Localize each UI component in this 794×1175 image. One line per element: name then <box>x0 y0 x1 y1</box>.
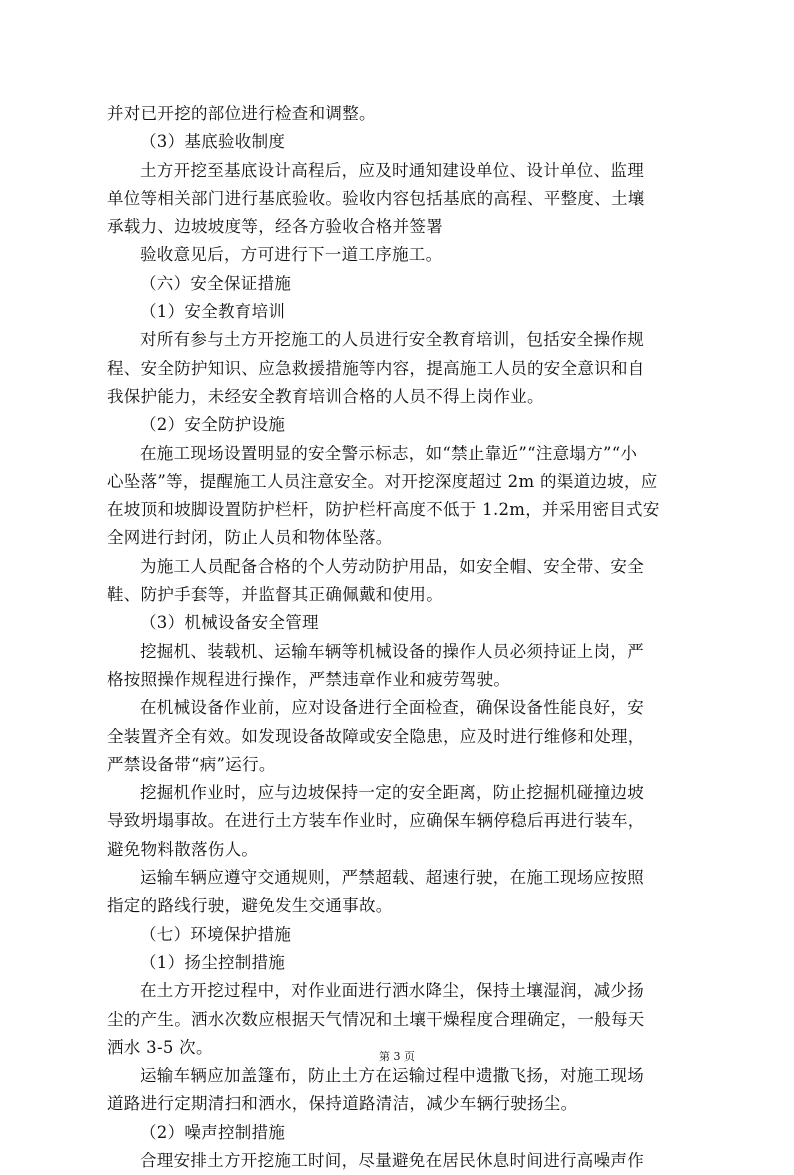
document-body <box>107 100 707 1175</box>
text-line: 挖掘机、装载机、运输车辆等机械设备的操作人员必须持证上岗，严 <box>140 641 644 661</box>
text-line: 心坠落”等，提醒施工人员注意安全。对开挖深度超过 2m 的渠道边坡，应 <box>107 471 658 491</box>
page-footer: 第 3 页 <box>379 1050 415 1063</box>
text-line: 对所有参与土方开挖施工的人员进行安全教育培训，包括安全操作规 <box>140 330 644 350</box>
text-line: （2）噪声控制措施 <box>140 1122 286 1142</box>
text-line: 道路进行定期清扫和洒水，保持道路清洁，减少车辆行驶扬尘。 <box>107 1094 578 1114</box>
text-line: 运输车辆应遵守交通规则，严禁超载、超速行驶，在施工现场应按照 <box>140 868 644 888</box>
text-line: 承载力、边坡坡度等，经各方验收合格并签署 <box>107 217 443 237</box>
text-line: （1）扬尘控制措施 <box>140 952 286 972</box>
text-line: （2）安全防护设施 <box>140 415 286 435</box>
text-line: 为施工人员配备合格的个人劳动防护用品，如安全帽、安全带、安全 <box>140 556 644 576</box>
text-line: 在施工现场设置明显的安全警示标志，如“禁止靠近”“注意塌方”“小 <box>140 443 638 463</box>
text-line: 在机械设备作业前，应对设备进行全面检查，确保设备性能良好，安 <box>140 698 644 718</box>
text-line: 挖掘机作业时，应与边坡保持一定的安全距离，防止挖掘机碰撞边坡 <box>140 783 644 803</box>
text-line: （七）环境保护措施 <box>140 924 292 944</box>
text-line: 严禁设备带“病”运行。 <box>107 754 276 774</box>
text-line: （3）基底验收制度 <box>140 132 286 152</box>
text-line: 全网进行封闭，防止人员和物体坠落。 <box>107 528 393 548</box>
text-line: （1）安全教育培训 <box>140 302 286 322</box>
text-line: 格按照操作规程进行操作，严禁违章作业和疲劳驾驶。 <box>107 669 511 689</box>
text-line: 全装置齐全有效。如发现设备故障或安全隐患，应及时进行维修和处理， <box>107 726 645 746</box>
text-line: 避免物料散落伤人。 <box>107 839 259 859</box>
text-line: 我保护能力，未经安全教育培训合格的人员不得上岗作业。 <box>107 386 544 406</box>
text-line: 在坡顶和坡脚设置防护栏杆，防护栏杆高度不低于 1.2m，并采用密目式安 <box>107 500 660 520</box>
text-line: 鞋、防护手套等，并监督其正确佩戴和使用。 <box>107 585 443 605</box>
text-line: 合理安排土方开挖施工时间，尽量避免在居民休息时间进行高噪声作 <box>140 1150 644 1170</box>
text-line: 尘的产生。洒水次数应根据天气情况和土壤干燥程度合理确定，一般每天 <box>107 1009 645 1029</box>
text-line: 验收意见后，方可进行下一道工序施工。 <box>140 245 443 265</box>
text-line: 土方开挖至基底设计高程后，应及时通知建设单位、设计单位、监理 <box>140 160 644 180</box>
text-line: （3）机械设备安全管理 <box>140 613 319 633</box>
text-line: 单位等相关部门进行基底验收。验收内容包括基底的高程、平整度、土壤 <box>107 188 645 208</box>
text-line: 在土方开挖过程中，对作业面进行洒水降尘，保持土壤湿润，减少扬 <box>140 981 644 1001</box>
text-line: 导致坍塌事故。在进行土方装车作业时，应确保车辆停稳后再进行装车， <box>107 811 645 831</box>
text-line: 并对已开挖的部位进行检查和调整。 <box>107 104 376 123</box>
text-line: 程、安全防护知识、应急救援措施等内容，提高施工人员的安全意识和自 <box>107 358 645 378</box>
text-line: 运输车辆应加盖篷布，防止土方在运输过程中遗撒飞扬，对施工现场 <box>140 1066 644 1086</box>
text-line: 洒水 3-5 次。 <box>107 1037 213 1057</box>
text-line: 指定的路线行驶，避免发生交通事故。 <box>107 896 393 916</box>
text-line: （六）安全保证措施 <box>140 273 292 293</box>
